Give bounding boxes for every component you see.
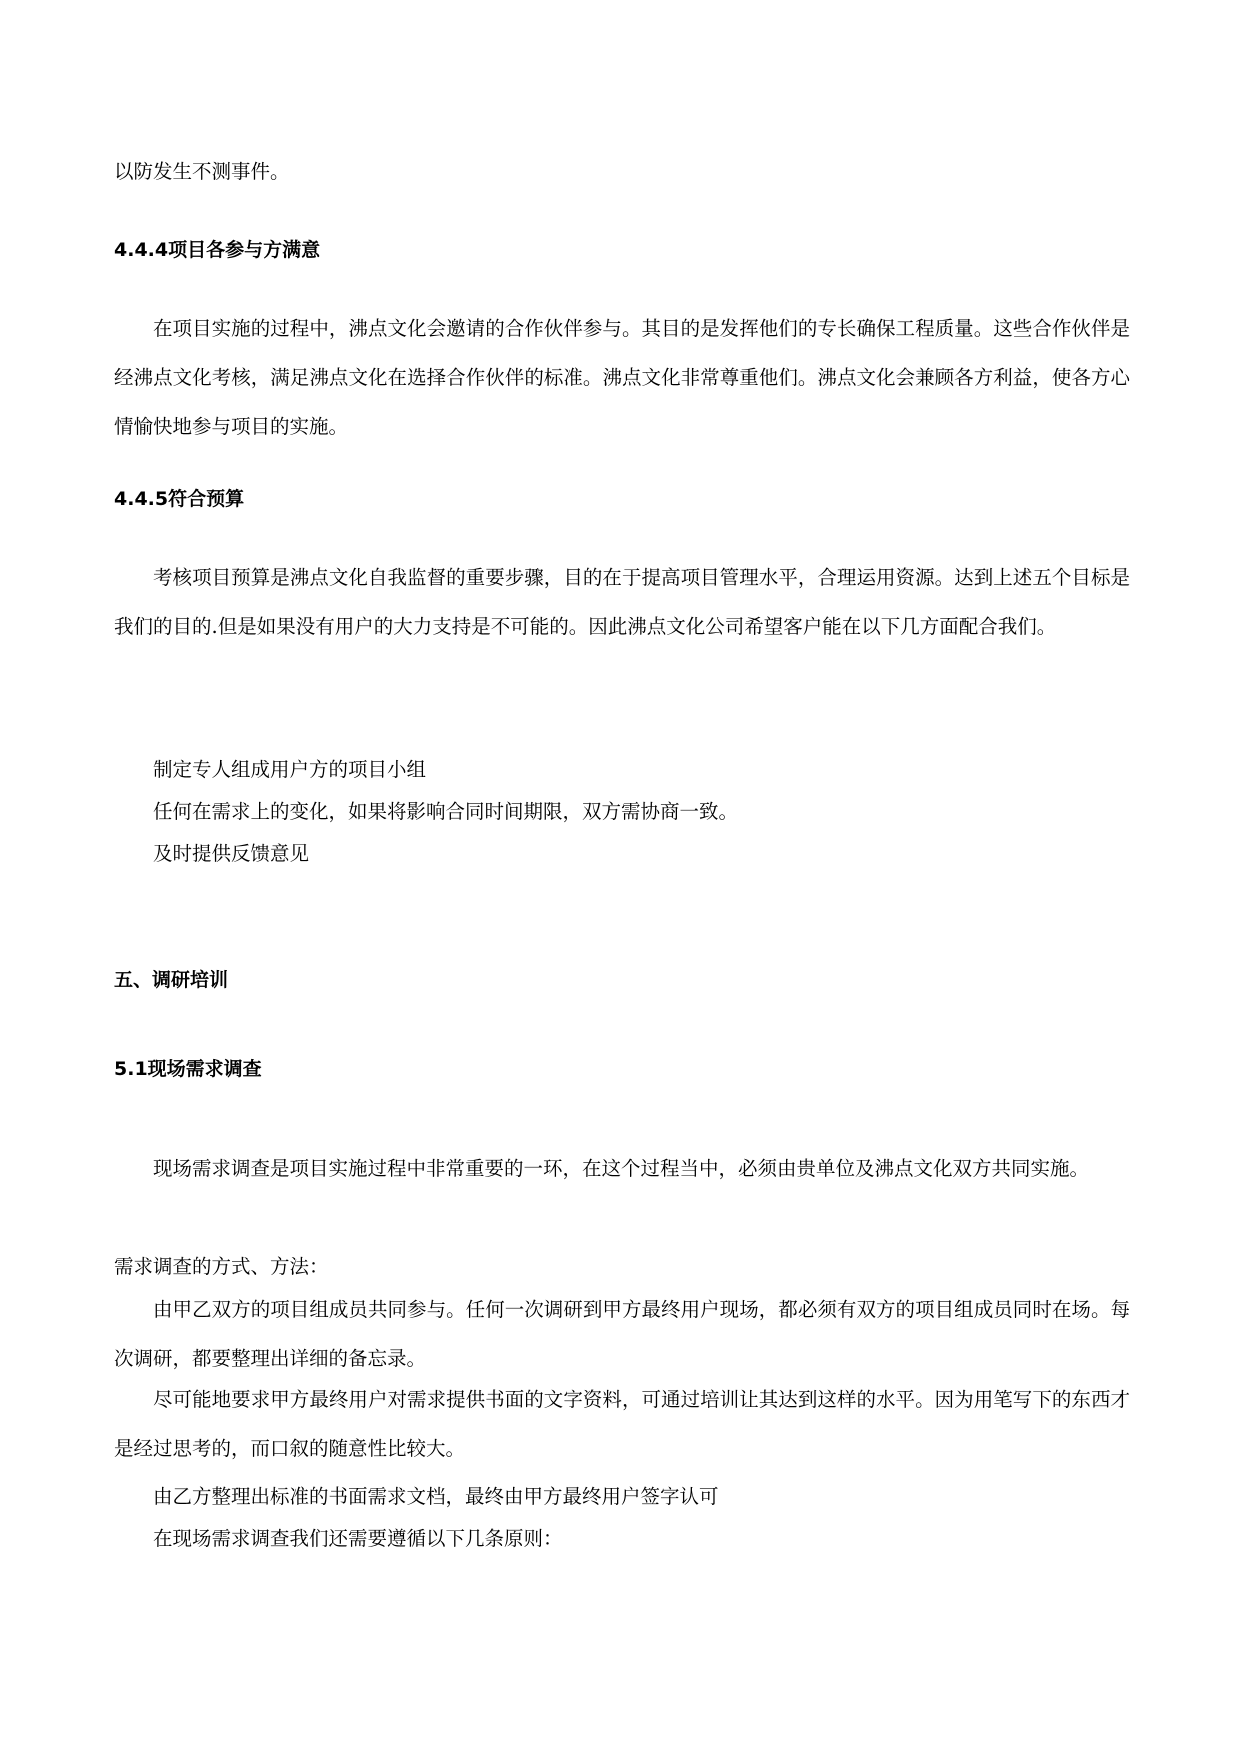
section-heading-5-1: 5.1现场需求调查 bbox=[114, 1058, 262, 1080]
section-4-4-4-paragraph: 在项目实施的过程中，沸点文化会邀请的合作伙伴参与。其目的是发挥他们的专长确保工程质量。这些合作伙伴是经沸点文化考核，满足沸点文化在选择合作伙伴的标准。沸点文化非常尊重他们。沸点文化会兼顾各方利益，使各方心情愉快地参与项目的实施。 bbox=[114, 317, 1130, 438]
methods-label: 需求调查的方式、方法： bbox=[114, 1255, 329, 1278]
principles-intro: 在现场需求调查我们还需要遵循以下几条原则： bbox=[153, 1527, 563, 1550]
method-paragraph: 由乙方整理出标准的书面需求文档，最终由甲方最终用户签字认可 bbox=[153, 1485, 719, 1508]
method-paragraph: 由甲乙双方的项目组成员共同参与。任何一次调研到甲方最终用户现场，都必须有双方的项目组成员同时在场。每次调研，都要整理出详细的备忘录。 bbox=[114, 1298, 1130, 1370]
continuation-text: 以防发生不测事件。 bbox=[114, 160, 290, 183]
method-paragraph: 尽可能地要求甲方最终用户对需求提供书面的文字资料，可通过培训让其达到这样的水平。因为用笔写下的东西才是经过思考的，而口叙的随意性比较大。 bbox=[114, 1388, 1130, 1460]
list-item: 任何在需求上的变化，如果将影响合同时间期限，双方需协商一致。 bbox=[153, 800, 739, 823]
section-4-4-5-paragraph: 考核项目预算是沸点文化自我监督的重要步骤，目的在于提高项目管理水平，合理运用资源。达到上述五个目标是我们的目的.但是如果没有用户的大力支持是不可能的。因此沸点文化公司希望客户能在以下几方面配合我们。 bbox=[114, 566, 1130, 638]
chapter-heading-5: 五、调研培训 bbox=[114, 969, 229, 991]
section-heading-4-4-5: 4.4.5符合预算 bbox=[114, 488, 245, 510]
list-item: 制定专人组成用户方的项目小组 bbox=[153, 758, 427, 781]
list-item: 及时提供反馈意见 bbox=[153, 842, 310, 865]
section-heading-4-4-4: 4.4.4项目各参与方满意 bbox=[114, 239, 321, 261]
section-5-1-paragraph: 现场需求调查是项目实施过程中非常重要的一环，在这个过程当中，必须由贵单位及沸点文化双方共同实施。 bbox=[153, 1157, 1090, 1180]
